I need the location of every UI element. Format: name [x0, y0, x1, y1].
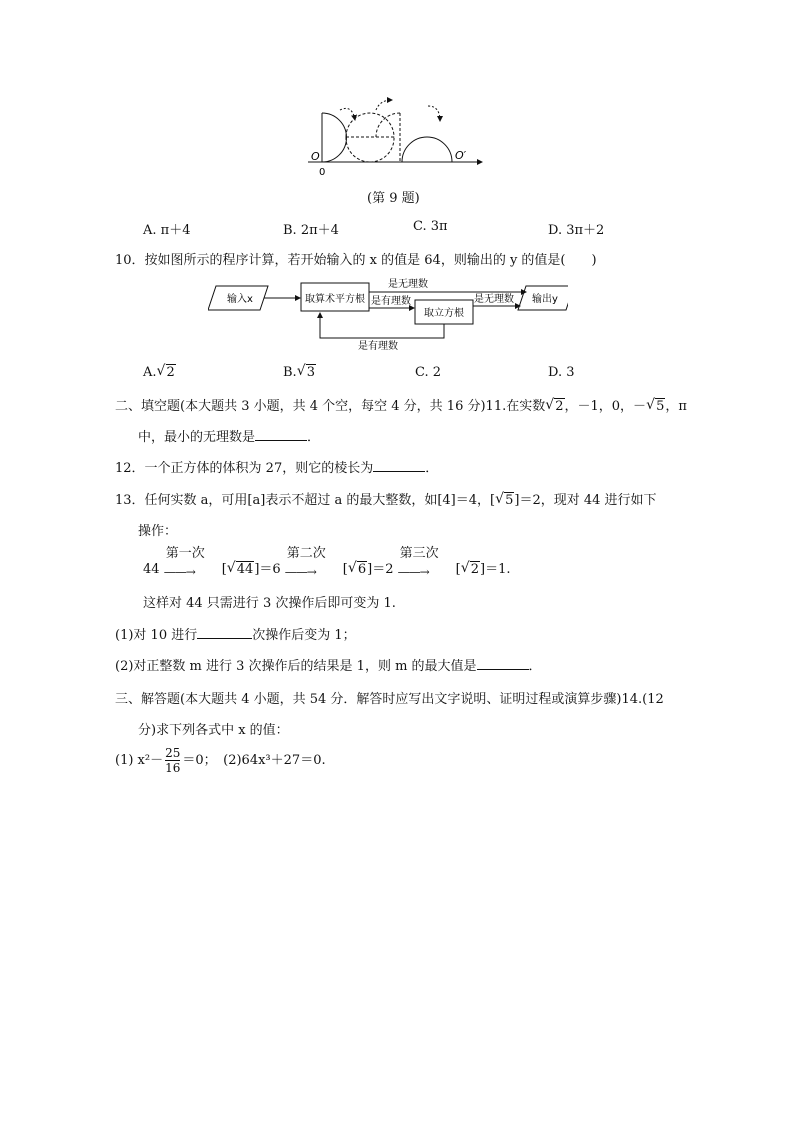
- q13-part1: (1)对 10 进行 次操作后变为 1；: [115, 628, 356, 643]
- flow-irrational-top: 是无理数: [388, 279, 428, 290]
- answer-blank-q12[interactable]: [373, 459, 425, 472]
- section3-heading: 三、解答题(本大题共 4 小题，共 54 分．解答时应写出文字说明、证明过程或演算步骤)14.(12: [115, 692, 664, 707]
- q13-part2: (2)对正整数 m 进行 3 次操作后的结果是 1，则 m 的最大值是 ．: [115, 659, 542, 674]
- q10-option-c: C. 2: [415, 365, 442, 380]
- answer-blank-q11[interactable]: [255, 428, 307, 441]
- q12: 12．一个正方体的体积为 27，则它的棱长为 ．: [115, 461, 439, 476]
- q9-caption: (第 9 题): [367, 191, 420, 206]
- answer-blank-q13-2[interactable]: [477, 657, 529, 670]
- q14-equations: (1) x²－ $\frac{25}{16}$ ＝0； (2)64x³＋27＝0.: [115, 746, 326, 775]
- q10-option-a: A. √ 2: [143, 363, 175, 380]
- q9-figure: [300, 96, 490, 176]
- q10-flowchart: [208, 276, 568, 352]
- q13-line1: 13．任何实数 a，可用[a]表示不超过 a 的最大整数，如[4]＝4，[ √ 5]＝2，现对 44 进行如下: [115, 491, 657, 508]
- rolling-semicircle-diagram: [300, 96, 490, 176]
- fraction-25-16: $\frac{25}{16}$: [165, 746, 181, 775]
- label-o-prime: O′: [455, 149, 467, 162]
- flow-rational-mid: 是有理数: [371, 296, 411, 307]
- q9-option-a: A. π＋4: [143, 223, 191, 238]
- flow-irrational-right: 是无理数: [474, 294, 514, 305]
- q9-option-d: D. 3π＋2: [548, 223, 605, 238]
- q13-line2: 操作：: [138, 524, 178, 539]
- flow-sqrt-label: 取算术平方根: [305, 294, 365, 305]
- op-arrow-2: 第二次 ——→: [284, 546, 326, 579]
- answer-blank-q13-1[interactable]: [197, 626, 252, 639]
- q10-option-d: D. 3: [548, 365, 575, 380]
- label-o: O: [311, 150, 320, 163]
- q11-line2: 中，最小的无理数是 ．: [138, 430, 321, 445]
- section2-heading: 二、填空题(本大题共 3 小题，共 4 个空，每空 4 分，共 16 分)11.在实数 √ 2，－1，0，－ √ 5，π: [115, 397, 687, 414]
- section3-heading-line2: 分)求下列各式中 x 的值：: [138, 723, 289, 738]
- flow-cube-label: 取立方根: [424, 308, 464, 319]
- flow-input-label: 输入x: [227, 294, 253, 305]
- flow-rational-bottom: 是有理数: [358, 341, 398, 352]
- q13-operation-chain: 44 第一次 ——→ [ √ 44]＝6 第二次 ——→ [ √ 6]＝2 第三次 ——→ [ √ 2]＝1.: [143, 546, 511, 579]
- label-zero: 0: [319, 167, 326, 176]
- op-arrow-3: 第三次 ——→: [397, 546, 439, 579]
- op-arrow-1: 第一次 ——→: [163, 546, 205, 579]
- flow-output-label: 输出y: [532, 294, 558, 305]
- q10-stem: 10．按如图所示的程序计算，若开始输入的 x 的值是 64，则输出的 y 的值是( ): [115, 253, 597, 268]
- q13-note: 这样对 44 只需进行 3 次操作后即可变为 1.: [143, 596, 396, 611]
- q10-option-b: B. √ 3: [283, 363, 315, 380]
- q9-option-b: B. 2π＋4: [283, 223, 339, 238]
- q9-option-c: C. 3π: [413, 219, 448, 234]
